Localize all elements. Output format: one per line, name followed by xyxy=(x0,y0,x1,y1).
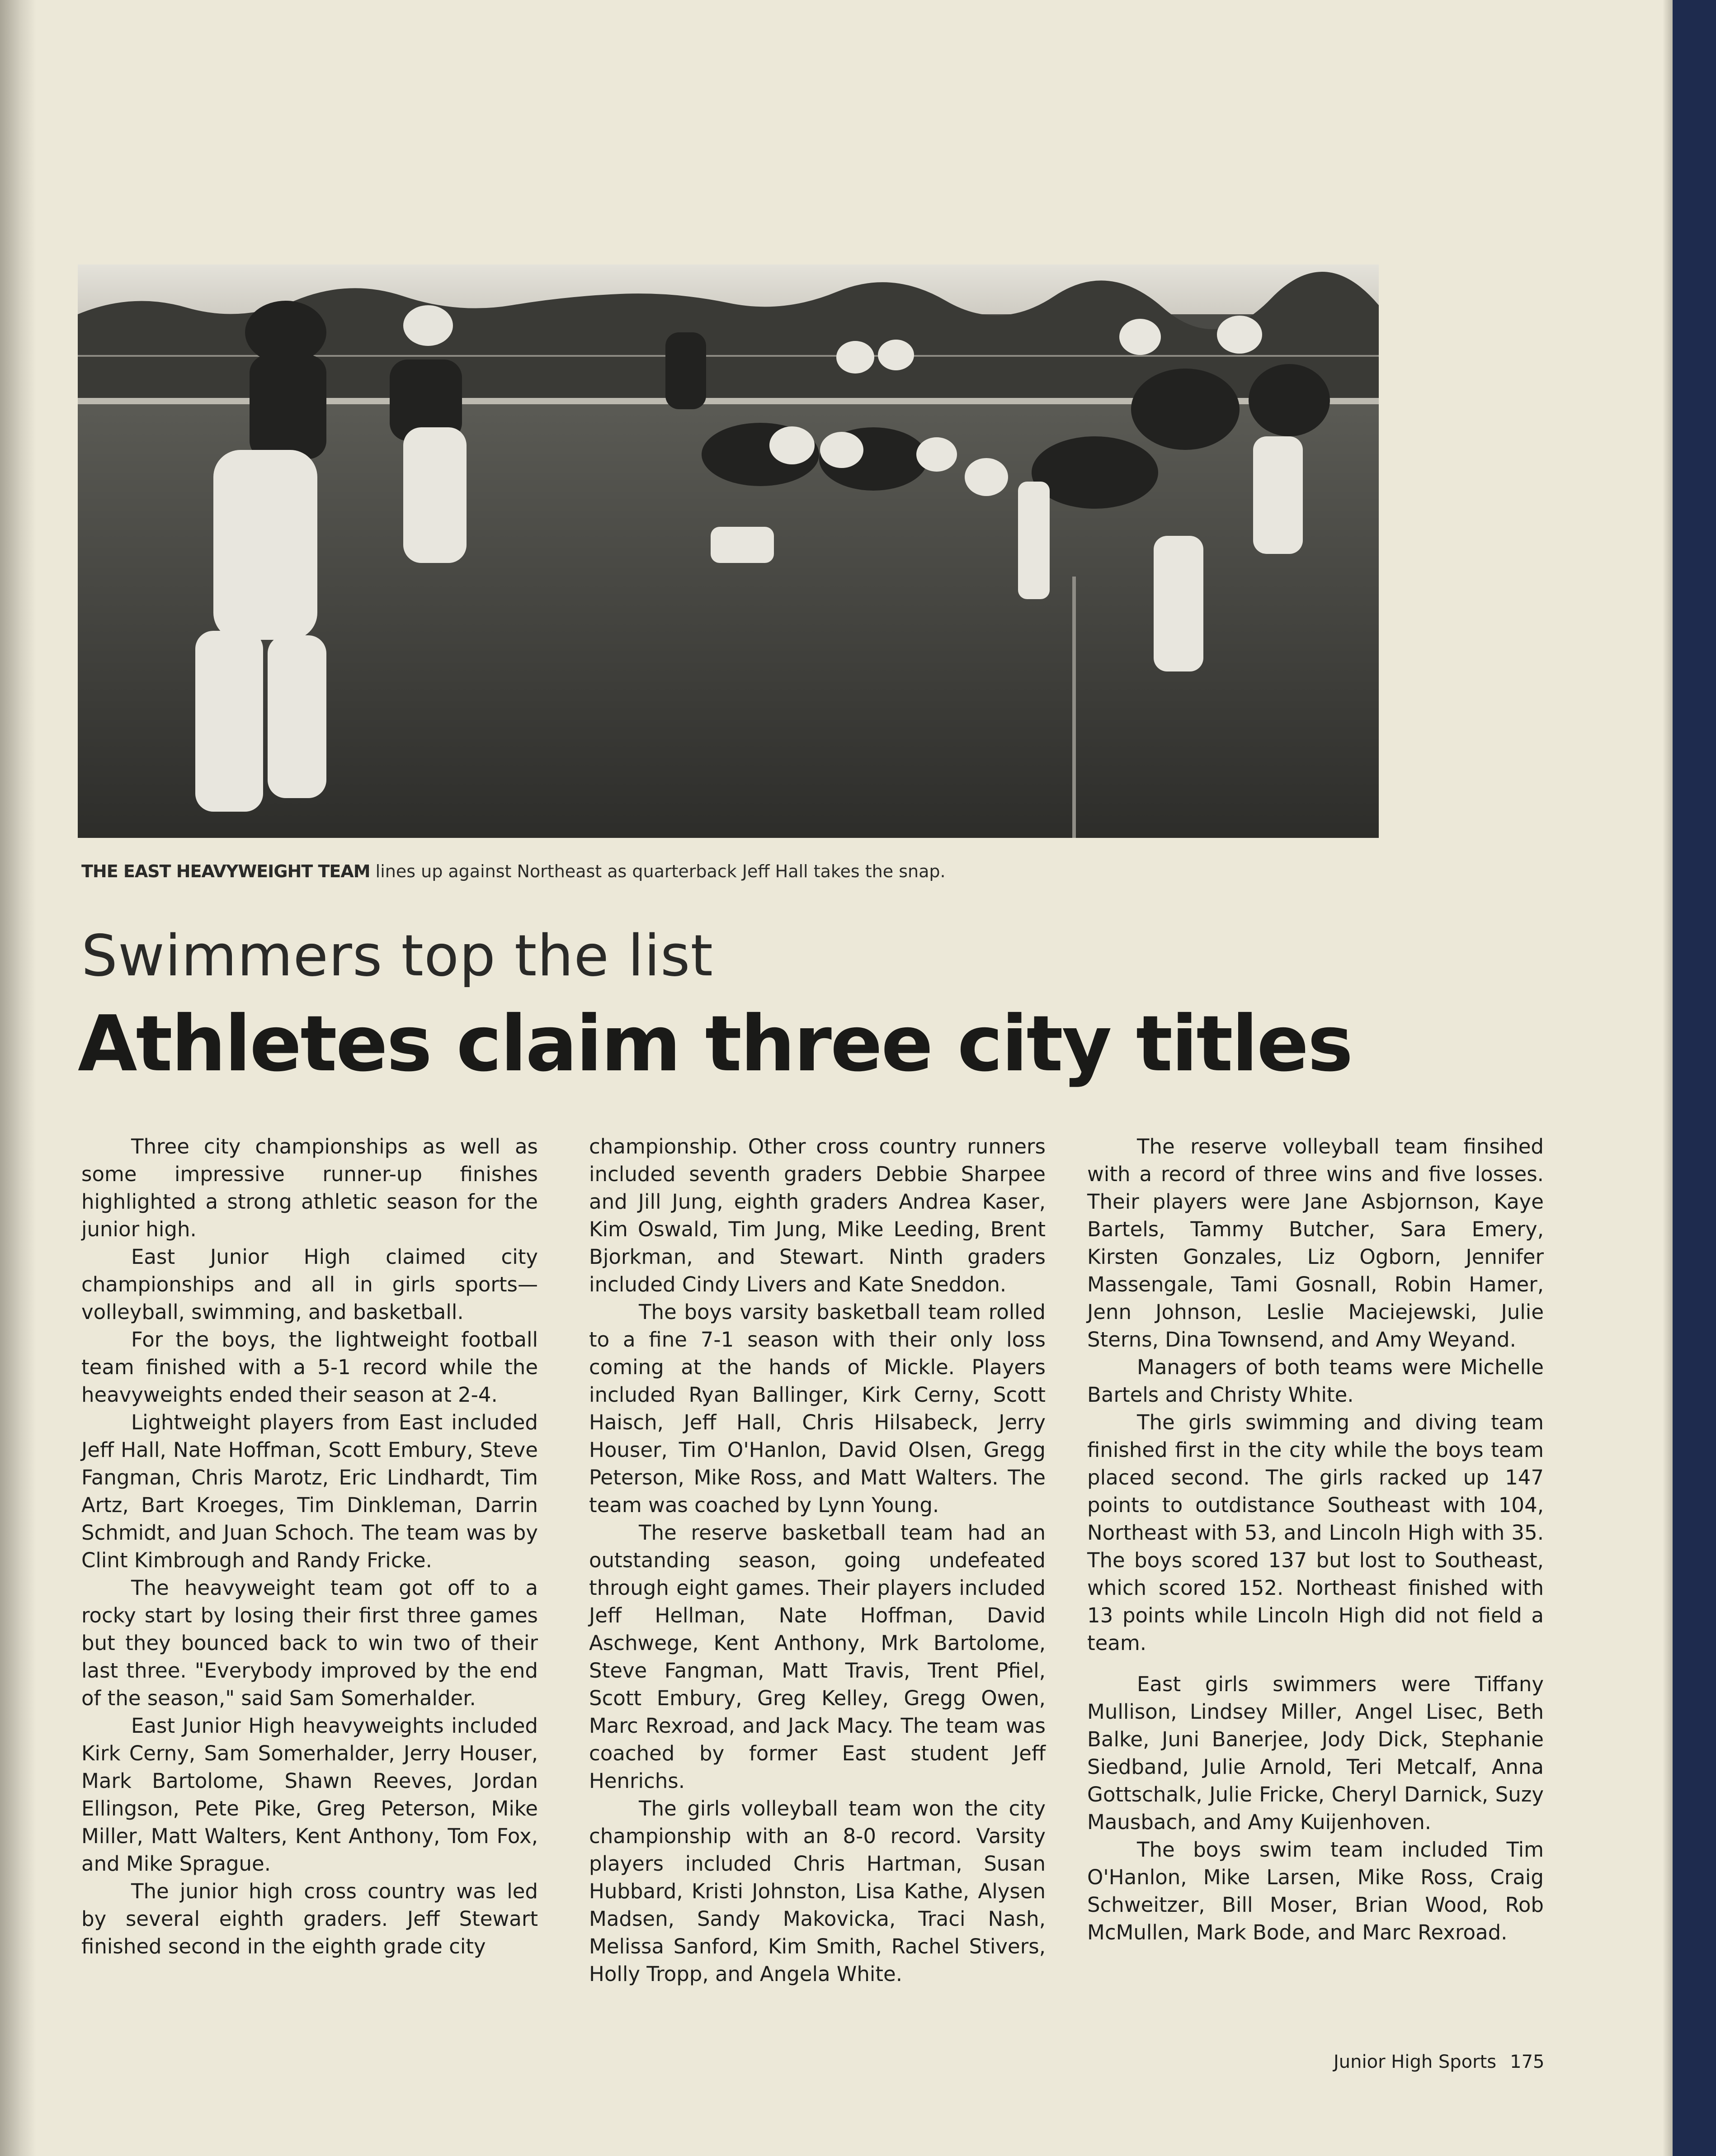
paragraph: The reserve basketball team had an outstanding season, going undefeated through eight games. Their players included Jeff Hellman, Nate Hoffman, David Aschwege, Kent Anthony, Mrk Bartolome, Steve Fangman, Matt Travis, Trent Pfiel, Scott Embury, Greg Kelley, Gregg Owen, Marc Rexroad, and Jack Macy. The team was coached by former East student Jeff Henrichs. xyxy=(589,1521,1046,1793)
page-footer xyxy=(1334,2052,1569,2072)
caption-lead: THE EAST HEAVYWEIGHT TEAM xyxy=(81,861,370,881)
paragraph: For the boys, the lightweight football team finished with a 5-1 record while the heavyweights ended their season at 2-4. xyxy=(81,1328,538,1407)
paragraph: The reserve volleyball team finsihed with a record of three wins and five losses. Their players were Jane Asbjornson, Kaye Bartels, Tammy Butcher, Sara Emery, Kirsten Gonzales, Liz Ogborn, Jennifer Massengale, Tami Gosnall, Robin Hamer, Jenn Johnson, Leslie Maciejewski, Julie Sterns, Dina Townsend, and Amy Weyand. xyxy=(1087,1135,1544,1352)
article-column-1 xyxy=(81,1133,538,1960)
photo-caption xyxy=(81,861,1392,881)
paragraph: Lightweight players from East included Jeff Hall, Nate Hoffman, Scott Embury, Steve Fangman, Chris Marotz, Eric Lindhardt, Tim Artz, Bart Kroeges, Tim Dinkleman, Darrin Schmidt, and Juan Schoch. The team was by Clint Kimbrough and Randy Fricke. xyxy=(81,1410,538,1572)
book-gutter-shadow xyxy=(0,0,36,2156)
paragraph: Three city championships as well as some impressive runner-up finishes highlighted a strong athletic season for the junior high. xyxy=(81,1135,538,1241)
paragraph: Managers of both teams were Michelle Bartels and Christy White. xyxy=(1087,1355,1544,1407)
article-headline: Athletes claim three city titles xyxy=(78,999,1352,1089)
paragraph: The heavyweight team got off to a rocky start by losing their first three games but they bounced back to win two of their last three. "Everybody improved by the end of the season," said Sam Somerhalder. xyxy=(81,1576,538,1710)
paragraph: The girls volleyball team won the city championship with an 8-0 record. Varsity players included Chris Hartman, Susan Hubbard, Kristi Johnston, Lisa Kathe, Alysen Madsen, Sandy Makovicka, Traci Nash, Melissa Sanford, Kim Smith, Rachel Stivers, Holly Tropp, and Angela White. xyxy=(589,1797,1046,1986)
paragraph: The girls swimming and diving team finished first in the city while the boys team placed second. The girls racked up 147 points to outdistance Southeast with 104, Northeast with 53, and Lincoln High with 35. The boys scored 137 but lost to Southeast, which scored 152. Northeast finished with 13 points while Lincoln High did not field a team. xyxy=(1087,1410,1544,1655)
page-edge xyxy=(1663,0,1673,2156)
page-number: 175 xyxy=(1510,2052,1545,2072)
caption-text: lines up against Northeast as quarterback Jeff Hall takes the snap. xyxy=(370,861,946,881)
paragraph: The junior high cross country was led by several eighth graders. Jeff Stewart finished second in the eighth grade city xyxy=(81,1879,538,1958)
football-scene-illustration xyxy=(78,265,1379,838)
footer-section: Junior High Sports xyxy=(1334,2052,1497,2072)
paragraph: East Junior High claimed city championships and all in girls sports—volleyball, swimming, and basketball. xyxy=(81,1245,538,1324)
football-photo xyxy=(78,265,1379,838)
paragraph: The boys varsity basketball team rolled to a fine 7-1 season with their only loss coming at the hands of Mickle. Players included Ryan Ballinger, Kirk Cerny, Scott Haisch, Jeff Hall, Chris Hilsabeck, Jerry Houser, Tim O'Hanlon, David Olsen, Gregg Peterson, Mike Ross, and Matt Walters. The team was coached by Lynn Young. xyxy=(589,1300,1046,1517)
article-column-2 xyxy=(589,1133,1046,1988)
article-kicker: Swimmers top the list xyxy=(81,922,713,989)
article-column-3 xyxy=(1087,1133,1544,1946)
paragraph: championship. Other cross country runners included seventh graders Debbie Sharpee and Jill Jung, eighth graders Andrea Kaser, Kim Oswald, Tim Jung, Mike Leeding, Brent Bjorkman, and Stewart. Ninth graders included Cindy Livers and Kate Sneddon. xyxy=(589,1135,1046,1296)
paragraph: East Junior High heavyweights included Kirk Cerny, Sam Somerhalder, Jerry Houser, Mark Bartolome, Shawn Reeves, Jordan Ellingson, Pete Pike, Greg Peterson, Mike Miller, Matt Walters, Kent Anthony, Tom Fox, and Mike Sprague. xyxy=(81,1714,538,1876)
paragraph: East girls swimmers were Tiffany Mullison, Lindsey Miller, Angel Lisec, Beth Balke, Juni Banerjee, Jody Dick, Stephanie Siedband, Julie Arnold, Teri Metcalf, Anna Gottschalk, Julie Fricke, Cheryl Darnick, Suzy Mausbach, and Amy Kuijenhoven. xyxy=(1087,1672,1544,1834)
paragraph: The boys swim team included Tim O'Hanlon, Mike Larsen, Mike Ross, Craig Schweitzer, Bill Moser, Brian Wood, Rob McMullen, Mark Bode, and Marc Rexroad. xyxy=(1087,1838,1544,1944)
